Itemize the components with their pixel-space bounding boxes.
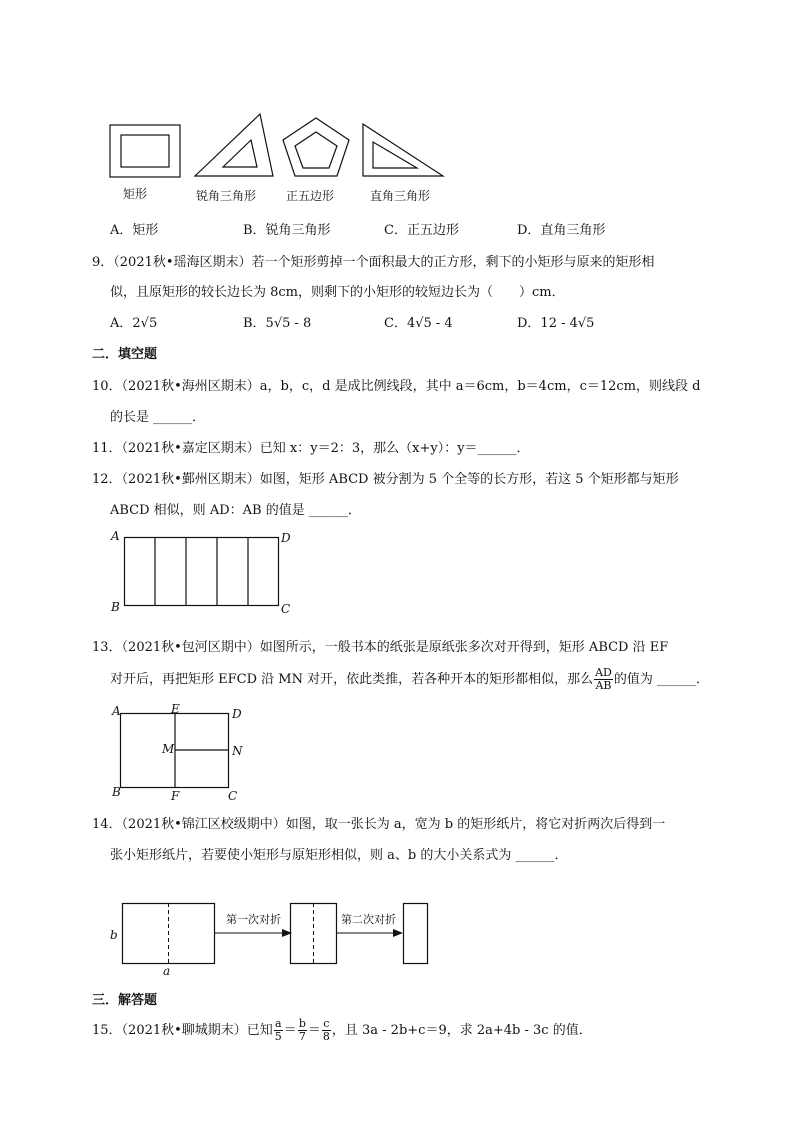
q13-fraction <box>594 667 613 692</box>
q15-text: 15．（2021秋•聊城期末）已知 $\frac{a}{5}$ ＝ $\frac{b}{7}$ ＝ $\frac{c}{8}$ ，且 3a - 2b+c＝9，求 2a+4b - 3c 的值． <box>92 1017 592 1043</box>
q13-label-c: C <box>228 789 238 803</box>
section-fill-in-heading: 二．填空题 <box>92 347 158 362</box>
q9-line2: 似，且原矩形的较长边长为 8cm，则剩下的小矩形的较短边长为（ ）cm． <box>110 285 565 300</box>
q15-prefix: 15．（2021秋•聊城期末）已知 <box>92 1023 273 1038</box>
q9-option-c[interactable]: C．4√5 - 4 <box>384 316 453 331</box>
q14-line1: 14．（2021秋•锦江区校级期中）如图，取一张长为 a，宽为 b 的矩形纸片，将它对折两次后得到一 <box>92 817 666 832</box>
q10-line2: 的长是 ______． <box>110 410 206 425</box>
rectangle-inner <box>121 135 169 167</box>
q13-label-e: E <box>171 702 180 716</box>
q8-option-d[interactable]: D．直角三角形 <box>517 223 606 238</box>
q13-label-a: A <box>112 704 121 718</box>
shape-label-rectangle: 矩形 <box>123 187 148 201</box>
fold-second-label: 第二次对折 <box>341 913 396 926</box>
q13-label-f: F <box>171 789 180 803</box>
q12-line1: 12．（2021秋•鄞州区期末）如图，矩形 ABCD 被分割为 5 个全等的长方形，若这 5 个矩形都与矩形 <box>92 472 679 487</box>
pentagon-shape <box>283 118 349 176</box>
section-answer-heading: 三．解答题 <box>92 993 158 1008</box>
q13-label-m: M <box>162 742 175 756</box>
q15-frac-c-num: c <box>323 1017 330 1030</box>
q15-frac-b <box>298 1018 307 1043</box>
q13-frac-den: AB <box>595 679 612 692</box>
q14-side-b: b <box>110 928 118 942</box>
q15-frac-c <box>322 1018 331 1043</box>
q15-suffix: ，且 3a - 2b+c＝9，求 2a+4b - 3c 的值． <box>331 1023 592 1038</box>
q13-line2-end: 的值为 ______． <box>613 672 710 687</box>
q15-frac-b-den: 7 <box>298 1030 306 1043</box>
shape-label-right-triangle: 直角三角形 <box>370 189 431 203</box>
q15-frac-c-den: 8 <box>322 1030 330 1043</box>
q9-option-a[interactable]: A．2√5 <box>110 316 158 331</box>
q13-line2-start: 对开后，再把矩形 EFCD 沿 MN 对开，依此类推，若各种开本的矩形都相似，那么 <box>110 672 594 687</box>
q13-line2 <box>110 667 709 692</box>
q12-corner-c: C <box>281 602 291 616</box>
fold-first-label: 第一次对折 <box>226 913 281 926</box>
q15-frac-a <box>274 1018 283 1043</box>
shape-label-acute-triangle: 锐角三角形 <box>196 189 257 203</box>
q12-corner-d: D <box>281 531 291 545</box>
q11-text: 11．（2021秋•嘉定区期末）已知 x：y＝2：3，那么（x+y）：y＝______． <box>92 441 530 456</box>
q13-label-b: B <box>112 785 121 799</box>
q9-option-d[interactable]: D．12 - 4√5 <box>517 316 595 331</box>
pentagon-inner <box>295 132 337 168</box>
q12-corner-a: A <box>111 529 120 543</box>
q13-figure <box>120 713 230 789</box>
q14-side-a: a <box>163 964 171 978</box>
q12-line2: ABCD 相似，则 AD：AB 的值是 ______． <box>110 503 361 518</box>
q13-label-d: D <box>232 707 242 721</box>
q15-frac-a-num: a <box>275 1017 282 1030</box>
q8-option-c[interactable]: C．正五边形 <box>384 223 459 238</box>
q8-shapes-figure <box>105 110 455 182</box>
q13-line1: 13．（2021秋•包河区期中）如图所示，一般书本的纸张是原纸张多次对开得到，矩形 ABCD 沿 EF <box>92 640 669 655</box>
q15-frac-a-den: 5 <box>274 1030 282 1043</box>
q9-option-b[interactable]: B．5√5 - 8 <box>243 316 312 331</box>
q14-line2: 张小矩形纸片，若要使小矩形与原矩形相似，则 a、b 的大小关系式为 ______． <box>110 848 568 863</box>
q13-label-n: N <box>232 744 243 758</box>
shape-label-pentagon: 正五边形 <box>286 189 335 203</box>
q8-option-b[interactable]: B．锐角三角形 <box>243 223 331 238</box>
q12-figure <box>124 537 280 607</box>
q8-option-a[interactable]: A．矩形 <box>110 223 159 238</box>
q10-line1: 10．（2021秋•海州区期末）a，b，c，d 是成比例线段，其中 a＝6cm，b＝4cm，c＝12cm，则线段 d <box>92 379 701 394</box>
q15-frac-b-num: b <box>298 1017 306 1030</box>
q13-frac-num: AD <box>595 666 612 679</box>
q12-corner-b: B <box>111 600 120 614</box>
q9-line1: 9．（2021秋•瑶海区期末）若一个矩形剪掉一个面积最大的正方形，剩下的小矩形与原来的矩形相 <box>92 255 655 270</box>
